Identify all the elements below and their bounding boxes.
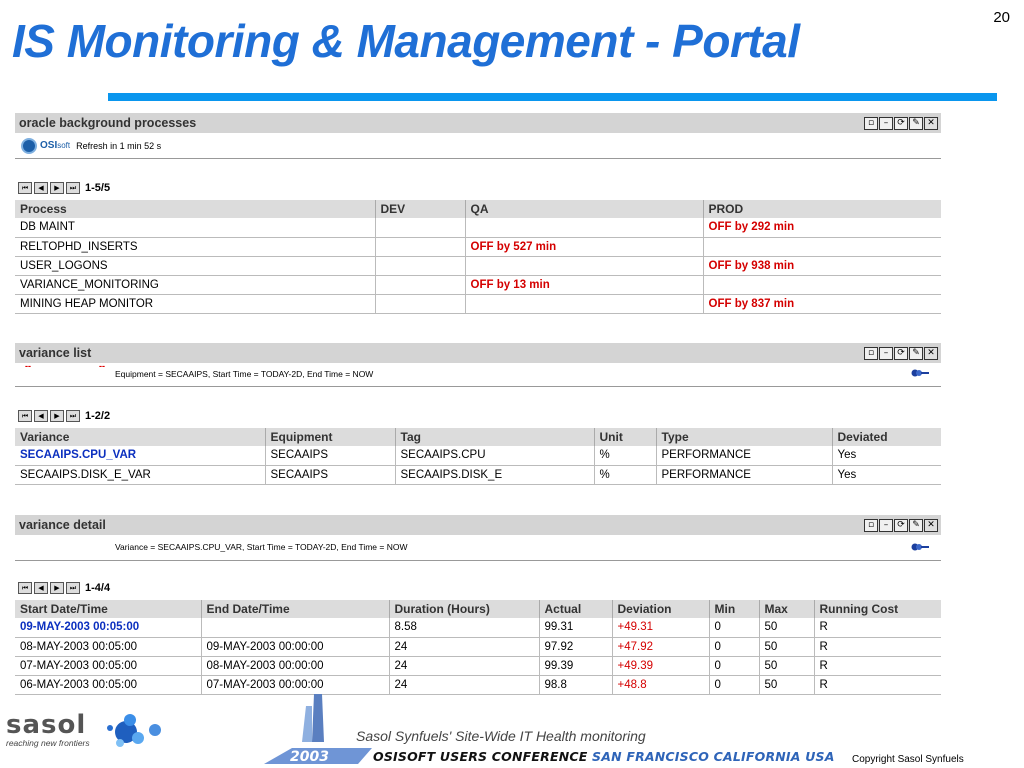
- window-controls: [864, 347, 938, 360]
- footer-caption: Sasol Synfuels' Site-Wide IT Health monitoring: [356, 728, 646, 744]
- minimize-icon[interactable]: –: [879, 347, 893, 360]
- osisoft-logo-icon: [21, 138, 37, 154]
- next-page-icon[interactable]: ▶: [50, 582, 64, 594]
- portlet-title: variance detail: [19, 518, 106, 532]
- table-row: 06-MAY-2003 00:05:00 07-MAY-2003 00:00:00 24 98.8 +48.8 0 50 R: [15, 675, 941, 694]
- variance-table: [15, 428, 941, 485]
- restore-icon[interactable]: ▫: [864, 347, 878, 360]
- pager-range: 1-2/2: [85, 410, 111, 422]
- parameters-text: Variance = SECAAIPS.CPU_VAR, Start Time = TODAY-2D, End Time = NOW: [115, 542, 408, 552]
- table-row: 07-MAY-2003 00:05:00 08-MAY-2003 00:00:00 24 99.39 +49.39 0 50 R: [15, 656, 941, 675]
- table-row: SECAAIPS.DISK_E_VAR SECAAIPS SECAAIPS.DISK_E % PERFORMANCE Yes: [15, 465, 941, 484]
- variance-link[interactable]: SECAAIPS.CPU_VAR: [15, 446, 265, 465]
- first-page-icon[interactable]: ⏮: [18, 182, 32, 194]
- variance-detail-table: [15, 600, 941, 695]
- parameters-text: Equipment = SECAAIPS, Start Time = TODAY-2D, End Time = NOW: [115, 369, 374, 379]
- column-header[interactable]: Duration (Hours): [389, 600, 539, 618]
- slide-footer: [0, 690, 1024, 768]
- table-row: USER_LOGONS OFF by 938 min: [15, 256, 941, 275]
- red-marker-icon: --: [99, 361, 105, 371]
- window-controls: [864, 519, 938, 532]
- prev-page-icon[interactable]: ◀: [34, 182, 48, 194]
- pager-range: 1-4/4: [85, 582, 111, 594]
- first-page-icon[interactable]: ⏮: [18, 410, 32, 422]
- edit-icon[interactable]: ✎: [909, 347, 923, 360]
- edit-icon[interactable]: ✎: [909, 519, 923, 532]
- conference-name: OSISOFT USERS CONFERENCE SAN FRANCISCO CALIFORNIA USA: [373, 749, 835, 764]
- column-header[interactable]: Max: [759, 600, 814, 618]
- table-row: RELTOPHD_INSERTS OFF by 527 min: [15, 237, 941, 256]
- copyright: Copyright Sasol Synfuels: [852, 754, 964, 765]
- portlet-title: oracle background processes: [19, 116, 197, 130]
- portlet-title: variance list: [19, 346, 92, 360]
- column-header[interactable]: Type: [656, 428, 832, 446]
- parameter-bar: [15, 535, 941, 561]
- conference-year: 2003: [290, 749, 329, 765]
- table-row: SECAAIPS.CPU_VAR SECAAIPS SECAAIPS.CPU % PERFORMANCE Yes: [15, 446, 941, 465]
- close-icon[interactable]: ✕: [924, 519, 938, 532]
- portlet-variance-list: [15, 343, 941, 387]
- pager: [18, 182, 110, 194]
- table-row: MINING HEAP MONITOR OFF by 837 min: [15, 294, 941, 313]
- slide-title: IS Monitoring & Management - Portal: [12, 15, 800, 67]
- table-row: DB MAINT OFF by 292 min: [15, 218, 941, 237]
- pager: [18, 410, 110, 422]
- prev-page-icon[interactable]: ◀: [34, 410, 48, 422]
- column-header[interactable]: Min: [709, 600, 759, 618]
- close-icon[interactable]: ✕: [924, 347, 938, 360]
- refresh-icon[interactable]: ⟳: [894, 117, 908, 130]
- processes-table: [15, 200, 941, 314]
- portlet-variance-detail: [15, 515, 941, 561]
- sasol-tagline: reaching new frontiers: [6, 738, 90, 748]
- first-page-icon[interactable]: ⏮: [18, 582, 32, 594]
- column-header[interactable]: Deviated: [832, 428, 941, 446]
- variance-link[interactable]: SECAAIPS.DISK_E_VAR: [15, 465, 265, 484]
- refresh-icon[interactable]: ⟳: [894, 519, 908, 532]
- column-header[interactable]: Variance: [15, 428, 265, 446]
- restore-icon[interactable]: ▫: [864, 519, 878, 532]
- start-date-link[interactable]: 09-MAY-2003 00:05:00: [15, 618, 201, 637]
- table-header-row: [15, 428, 941, 446]
- table-row: VARIANCE_MONITORING OFF by 13 min: [15, 275, 941, 294]
- next-page-icon[interactable]: ▶: [50, 410, 64, 422]
- table-header-row: [15, 600, 941, 618]
- column-header[interactable]: Process: [15, 200, 375, 218]
- parameter-bar: [15, 363, 941, 387]
- portlet-header: [15, 515, 941, 535]
- osisoft-logo: OSI soft: [21, 138, 70, 154]
- column-header[interactable]: Running Cost: [814, 600, 941, 618]
- refresh-icon[interactable]: ⟳: [894, 347, 908, 360]
- last-page-icon[interactable]: ⏭: [66, 410, 80, 422]
- next-page-icon[interactable]: ▶: [50, 182, 64, 194]
- last-page-icon[interactable]: ⏭: [66, 582, 80, 594]
- portlet-header: [15, 113, 941, 133]
- last-page-icon[interactable]: ⏭: [66, 182, 80, 194]
- table-header-row: [15, 200, 941, 218]
- column-header[interactable]: DEV: [375, 200, 465, 218]
- pushpin-icon[interactable]: [911, 368, 929, 378]
- pager: [18, 582, 110, 594]
- minimize-icon[interactable]: –: [879, 519, 893, 532]
- prev-page-icon[interactable]: ◀: [34, 582, 48, 594]
- column-header[interactable]: End Date/Time: [201, 600, 389, 618]
- refresh-bar: [15, 133, 941, 159]
- column-header[interactable]: Tag: [395, 428, 594, 446]
- table-row: 08-MAY-2003 00:05:00 09-MAY-2003 00:00:00 24 97.92 +47.92 0 50 R: [15, 637, 941, 656]
- close-icon[interactable]: ✕: [924, 117, 938, 130]
- window-controls: [864, 117, 938, 130]
- pushpin-icon[interactable]: [911, 542, 929, 552]
- refresh-countdown: Refresh in 1 min 52 s: [76, 140, 162, 151]
- column-header[interactable]: Equipment: [265, 428, 395, 446]
- column-header[interactable]: QA: [465, 200, 703, 218]
- column-header[interactable]: Deviation: [612, 600, 709, 618]
- page-number: 20: [993, 9, 1010, 26]
- red-marker-icon: --: [25, 361, 31, 371]
- column-header[interactable]: Unit: [594, 428, 656, 446]
- column-header[interactable]: PROD: [703, 200, 941, 218]
- portlet-oracle-processes: [15, 113, 941, 159]
- restore-icon[interactable]: ▫: [864, 117, 878, 130]
- title-divider: [108, 93, 997, 101]
- sasol-logo: sasol: [6, 710, 87, 740]
- portlet-header: [15, 343, 941, 363]
- minimize-icon[interactable]: –: [879, 117, 893, 130]
- edit-icon[interactable]: ✎: [909, 117, 923, 130]
- table-row: 09-MAY-2003 00:05:00 8.58 99.31 +49.31 0 50 R: [15, 618, 941, 637]
- pager-range: 1-5/5: [85, 182, 111, 194]
- column-header[interactable]: Start Date/Time: [15, 600, 201, 618]
- column-header[interactable]: Actual: [539, 600, 612, 618]
- sasol-molecule-icon: [100, 710, 170, 750]
